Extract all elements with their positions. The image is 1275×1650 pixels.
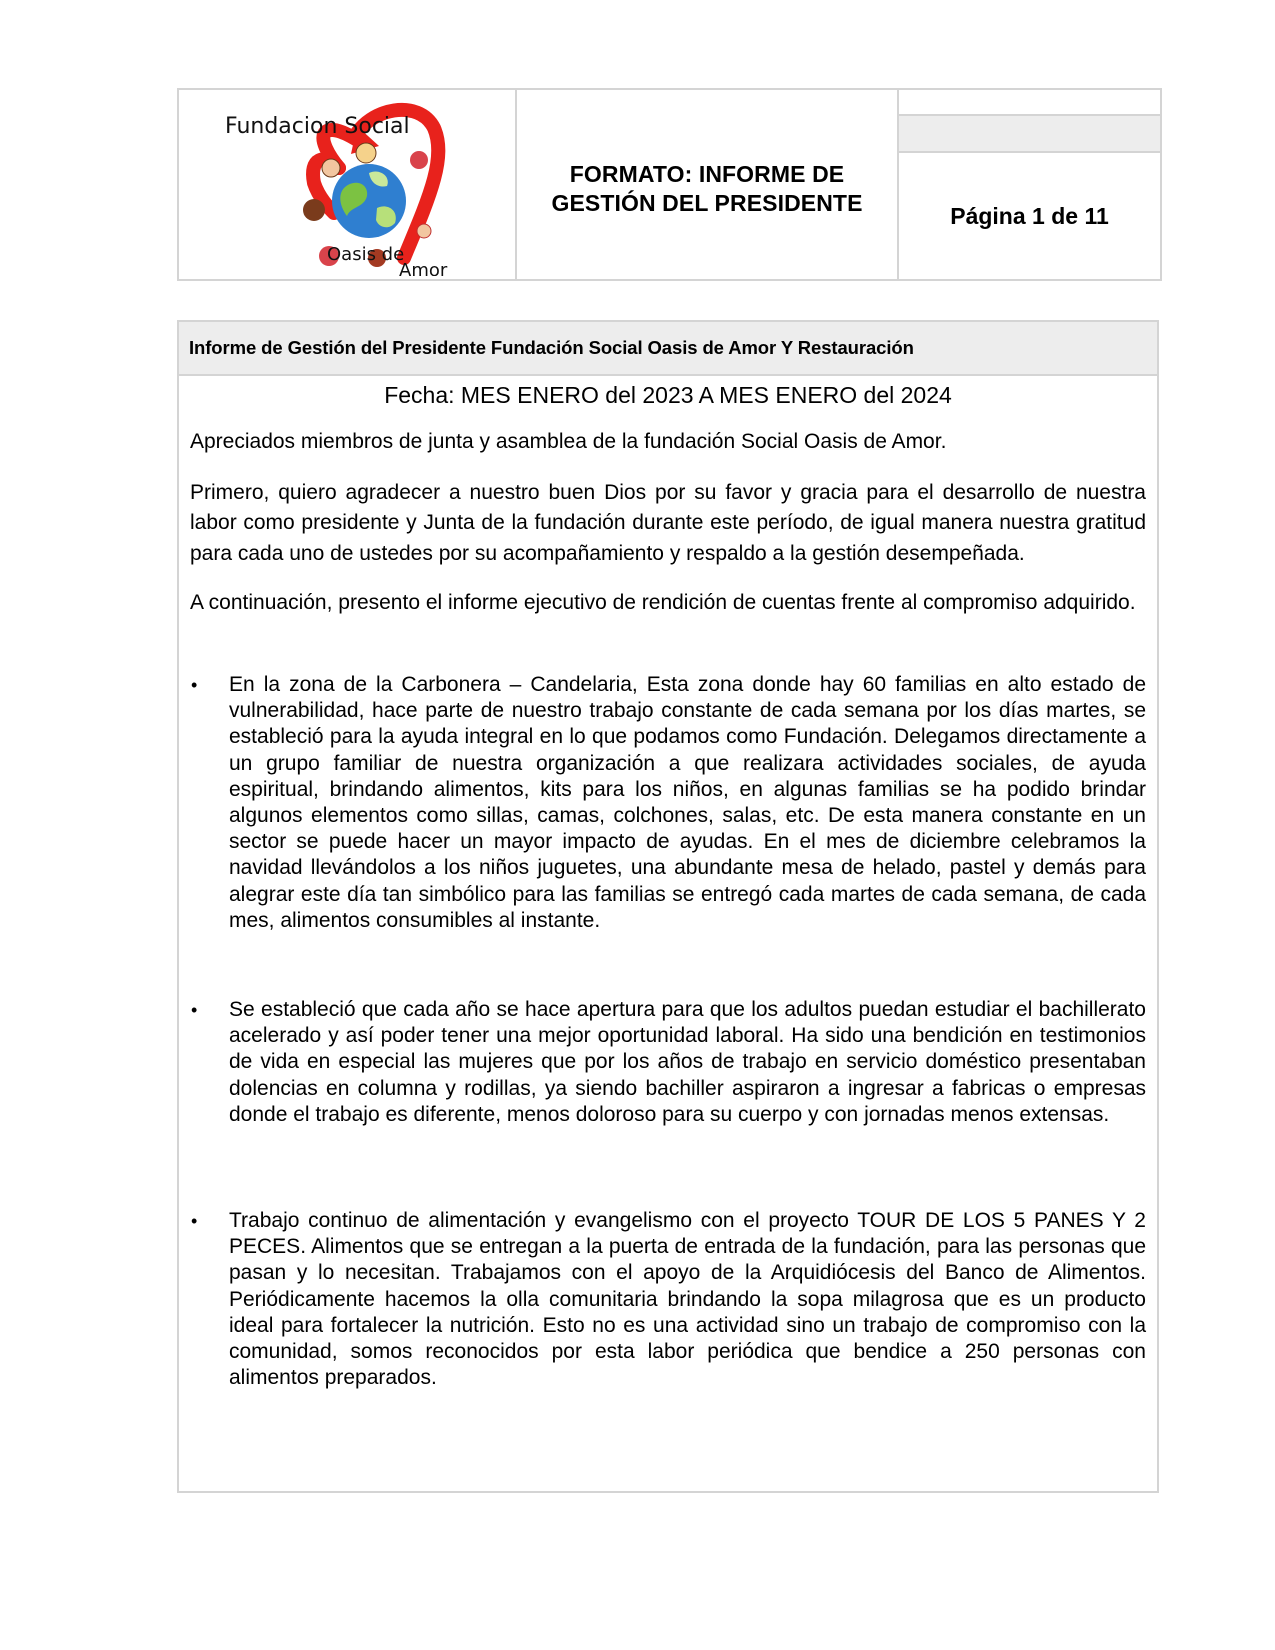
page-number-label: Página 1 de 11 <box>950 202 1109 229</box>
thanks-paragraph: Primero, quiero agradecer a nuestro buen Dios por su favor y gracia para el desarrollo de nuestra labor como presidente y Junta de la fundación durante este período, de igual manera nuestra gratitud para cada uno de ustedes por su acompañamiento y respaldo a la gestión desempeñada. <box>190 480 1146 565</box>
page-info-blank-row <box>899 90 1160 116</box>
greeting-paragraph: Apreciados miembros de junta y asamblea de la fundación Social Oasis de Amor. <box>190 430 947 453</box>
report-body <box>179 378 1157 1391</box>
bullet-icon: • <box>191 675 198 695</box>
document-header-table <box>177 88 1162 281</box>
list-item-text: En la zona de la Carbonera – Candelaria, Esta zona donde hay 60 familias en alto estado de vulnerabilidad, hace parte de nuestro trabajo constante de cada semana por los días martes, se estableció para la ayuda integral en lo que podamos como Fundación. Delegamos directamente a un grupo familiar de nuestra organización a que realizara actividades sociales, de ayuda espiritual, brindando alimentos, kits para los niños, en algunas familias se ha podido brindar algunos elementos como sillas, camas, colchones, salas, etc. De esta manera constante en un sector se puede hacer un mayor impacto de ayudas. En el mes de diciembre celebramos la navidad llevándolos a los niños juguetes, una abundante mesa de helado, pastel y demás para alegrar este día tan simbólico para las familias se entregó cada martes de cada semana, de cada mes, alimentos consumibles al instante. <box>229 673 1146 932</box>
page-number-row <box>899 153 1160 279</box>
report-date-range: Fecha: MES ENERO del 2023 A MES ENERO del 2024 <box>384 382 952 408</box>
list-item <box>190 997 1146 1128</box>
logo-text-top: Fundacion Social <box>225 114 410 139</box>
intro-paragraph: A continuación, presento el informe ejecutivo de rendición de cuentas frente al compromiso adquirido. <box>190 591 1136 614</box>
report-content-box <box>177 320 1159 1493</box>
list-item <box>190 1208 1146 1391</box>
list-item <box>190 672 1146 934</box>
format-title-line-2: GESTIÓN DEL PRESIDENTE <box>551 189 863 216</box>
list-item-text: Se estableció que cada año se hace apertura para que los adultos puedan estudiar el bachillerato acelerado y así poder tener una mejor oportunidad laboral. Ha sido una bendición en testimonios de vida en especial las mujeres que por los años de trabajo en servicio doméstico presentaban dolencias en columna y rodillas, ya siendo bachiller aspiraron a ingresar a fabricas o empresas donde el trabajo es diferente, menos doloroso para su cuerpo y con jornadas menos extensas. <box>229 998 1146 1126</box>
bullet-icon: • <box>191 1211 198 1232</box>
report-heading-row <box>179 322 1157 376</box>
logo-text-bottom-2: Amor <box>399 260 448 276</box>
format-title <box>551 160 862 218</box>
report-heading: Informe de Gestión del Presidente Fundación Social Oasis de Amor Y Restauración <box>189 337 914 358</box>
format-title-line-1: FORMATO: INFORME DE <box>569 160 845 187</box>
logo-text-bottom-1: Oasis de <box>327 244 405 265</box>
logo-cell <box>179 90 517 279</box>
activities-list <box>190 672 1146 1391</box>
list-item-text: Trabajo continuo de alimentación y evangelismo con el proyecto TOUR DE LOS 5 PANES Y 2 PECES. Alimentos que se entregan a la puerta de entrada de la fundación, para las personas que pasan y lo necesitan. Trabajamos con el apoyo de la Arquidiócesis del Banco de Alimentos. Periódicamente hacemos la olla comunitaria brindando la sopa milagrosa que es un producto ideal para fortalecer la nutrición. Esto no es una actividad sino un trabajo de compromiso con la comunidad, somos reconocidos por esta labor periódica que bendice a 250 personas con alimentos preparados. <box>229 1209 1146 1390</box>
page-info-shaded-row <box>899 116 1160 153</box>
page-info-cell <box>899 90 1160 279</box>
format-title-cell <box>517 90 899 279</box>
bullet-icon: • <box>191 1000 198 1021</box>
foundation-logo-icon <box>219 98 469 276</box>
